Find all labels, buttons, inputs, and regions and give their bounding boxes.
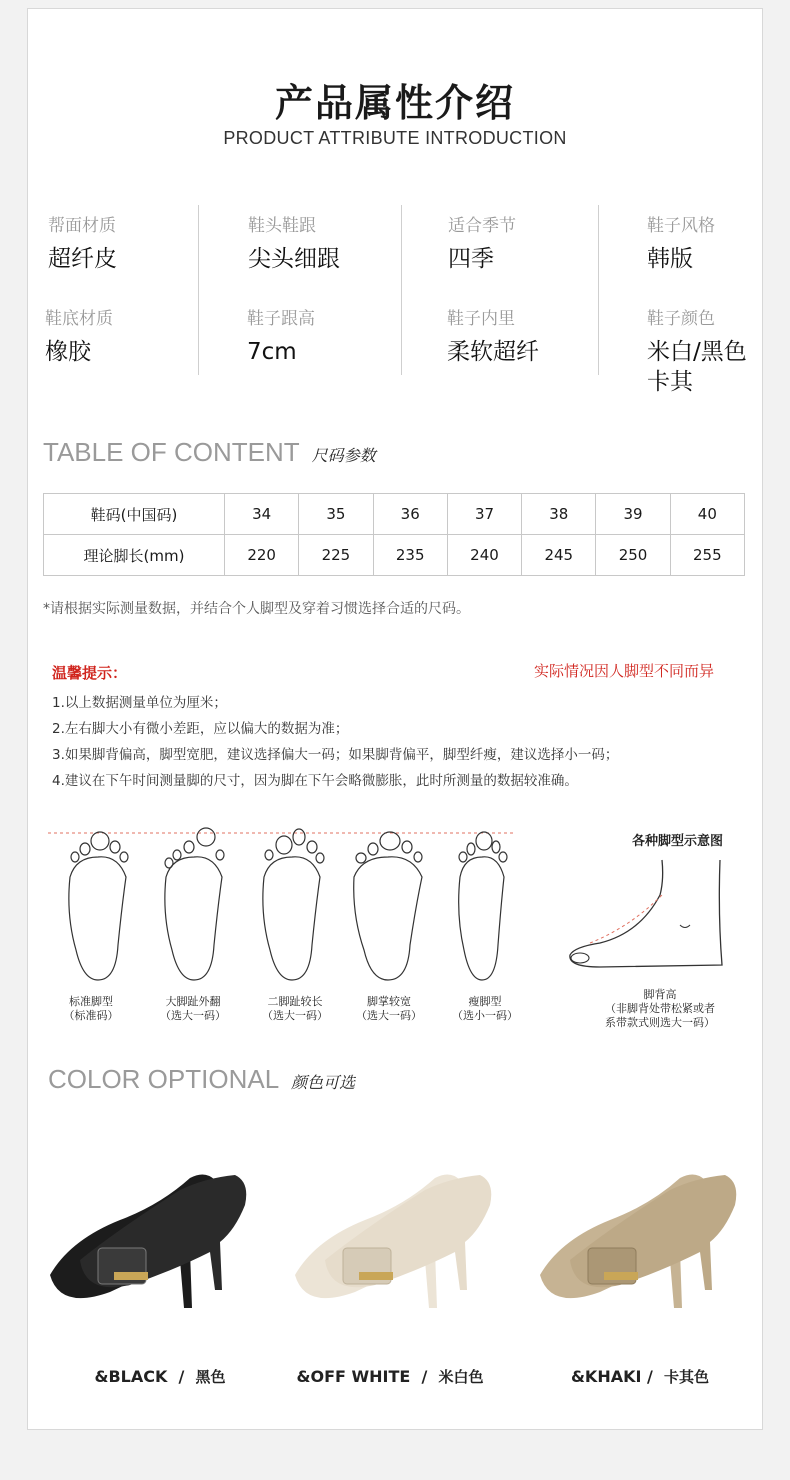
attr-value: 7cm — [247, 339, 297, 365]
attr-value: 柔软超纤 — [447, 339, 539, 365]
foot-type-wide — [344, 995, 434, 1023]
attr-value: 韩版 — [647, 246, 693, 272]
foot-type-standard — [46, 995, 136, 1023]
table-cell: 37 — [447, 494, 521, 535]
foot-outline-long-second-toe — [263, 829, 324, 980]
foot-types-illustration — [48, 825, 518, 990]
high-instep-illustration — [560, 855, 740, 985]
attr-season — [448, 211, 516, 274]
high-instep-label — [590, 988, 730, 1030]
color-name-cn: 黑色 — [195, 1368, 226, 1386]
attr-value-extra: 卡其 — [647, 369, 693, 395]
foot-side-title: 各种脚型示意图 — [632, 834, 724, 849]
foot-type-hint: （选大一码） — [356, 1009, 422, 1022]
attr-style — [647, 211, 715, 274]
table-cell: 39 — [596, 494, 670, 535]
foot-type-bunion — [148, 995, 238, 1023]
table-cell: 35 — [299, 494, 373, 535]
list-item: 2.左右脚大小有微小差距，应以偏大的数据为准； — [52, 721, 349, 737]
color-name-en: &KHAKI — [570, 1367, 642, 1386]
attr-value: 尖头细跟 — [248, 246, 340, 272]
foot-outline-slim — [459, 832, 507, 980]
separator: / — [647, 1367, 653, 1386]
attr-value: 四季 — [448, 246, 494, 272]
foot-type-name: 大脚趾外翻 — [165, 995, 221, 1008]
color-name-cn: 卡其色 — [664, 1368, 710, 1386]
separator: / — [178, 1367, 185, 1386]
table-row-header: 理论脚长(mm) — [44, 535, 225, 576]
attr-value: 米白/黑色 — [647, 339, 747, 365]
shoe-khaki — [540, 1174, 736, 1308]
list-item: 3.如果脚背偏高，脚型宽肥，建议选择偏大一码；如果脚背偏平，脚型纤瘦，建议选择小一码； — [52, 747, 619, 763]
attr-value: 超纤皮 — [48, 246, 117, 272]
attr-label: 鞋子内里 — [447, 309, 515, 329]
tips-warning: 实际情况因人脚型不同而异 — [534, 662, 715, 680]
page-bottom-bar — [0, 1430, 790, 1480]
section-title-cn: 颜色可选 — [291, 1073, 356, 1092]
foot-type-name: 脚掌较宽 — [367, 995, 411, 1008]
foot-type-slim — [440, 995, 530, 1023]
table-cell: 250 — [596, 535, 670, 576]
attr-label: 鞋头鞋跟 — [248, 216, 316, 236]
section-title-cn: 尺码参数 — [311, 446, 376, 465]
foot-type-name: 脚背高 — [643, 988, 677, 1001]
foot-type-long-second-toe — [250, 995, 340, 1023]
attr-label: 帮面材质 — [48, 216, 116, 236]
color-shoes — [40, 1160, 760, 1320]
attr-value: 橡胶 — [45, 339, 91, 365]
table-cell: 40 — [670, 494, 744, 535]
attr-lining — [447, 304, 539, 367]
foot-type-hint: （非脚背处带松紧或者 — [605, 1002, 715, 1015]
table-row — [44, 494, 745, 535]
attr-heel-height — [247, 304, 315, 367]
table-cell: 225 — [299, 535, 373, 576]
color-name-en: &OFF WHITE — [296, 1367, 411, 1386]
foot-outline-bunion — [165, 828, 224, 980]
foot-type-hint: （选大一码） — [262, 1009, 328, 1022]
table-cell: 36 — [373, 494, 447, 535]
divider — [401, 205, 402, 375]
attr-label: 鞋子颜色 — [647, 309, 715, 329]
color-name-en: &BLACK — [94, 1367, 168, 1386]
attr-upper-material — [48, 211, 117, 274]
tips-list — [52, 690, 618, 794]
size-note: *请根据实际测量数据，并结合个人脚型及穿着习惯选择合适的尺码。 — [43, 601, 470, 617]
attr-color — [647, 304, 747, 397]
shoe-off-white — [295, 1174, 491, 1308]
section-title-en: COLOR OPTIONAL — [48, 1064, 280, 1094]
separator: / — [421, 1367, 428, 1386]
size-table — [43, 493, 745, 576]
foot-type-hint: 系带款式则选大一码） — [605, 1016, 715, 1029]
color-name-cn: 米白色 — [438, 1368, 484, 1386]
size-section-heading — [43, 437, 376, 468]
table-cell: 240 — [447, 535, 521, 576]
foot-type-name: 标准脚型 — [69, 995, 113, 1008]
list-item: 4.建议在下午时间测量脚的尺寸，因为脚在下午会略微膨胀，此时所测量的数据较准确。 — [52, 773, 578, 789]
foot-type-hint: （标准码） — [63, 1009, 119, 1022]
foot-outline-wide — [354, 832, 422, 980]
color-section-heading — [48, 1064, 355, 1095]
color-label-khaki — [560, 1366, 720, 1387]
color-label-off-white — [290, 1366, 490, 1387]
attr-label: 鞋底材质 — [45, 309, 113, 329]
tips-title: 温馨提示： — [52, 664, 128, 682]
foot-outline-standard — [69, 832, 128, 980]
divider — [598, 205, 599, 375]
table-cell: 235 — [373, 535, 447, 576]
table-cell: 245 — [522, 535, 596, 576]
attr-toe-heel — [248, 211, 340, 274]
table-cell: 34 — [225, 494, 299, 535]
attr-sole-material — [45, 304, 113, 367]
foot-type-name: 瘦脚型 — [468, 995, 502, 1008]
page-title: 产品属性介绍 — [274, 81, 515, 125]
color-label-black — [80, 1366, 240, 1387]
table-cell: 220 — [225, 535, 299, 576]
foot-type-hint: （选大一码） — [160, 1009, 226, 1022]
table-cell: 255 — [670, 535, 744, 576]
attr-label: 鞋子跟高 — [247, 309, 315, 329]
page-subtitle: PRODUCT ATTRIBUTE INTRODUCTION — [223, 128, 567, 148]
foot-type-hint: （选小一码） — [452, 1009, 518, 1022]
shoe-black — [50, 1174, 246, 1308]
table-row — [44, 535, 745, 576]
table-row-header: 鞋码(中国码) — [44, 494, 225, 535]
list-item: 1.以上数据测量单位为厘米； — [52, 695, 227, 711]
divider — [198, 205, 199, 375]
attr-label: 适合季节 — [448, 216, 516, 236]
section-title-en: TABLE OF CONTENT — [43, 437, 300, 467]
table-cell: 38 — [522, 494, 596, 535]
foot-type-name: 二脚趾较长 — [267, 995, 323, 1008]
attr-label: 鞋子风格 — [647, 216, 715, 236]
